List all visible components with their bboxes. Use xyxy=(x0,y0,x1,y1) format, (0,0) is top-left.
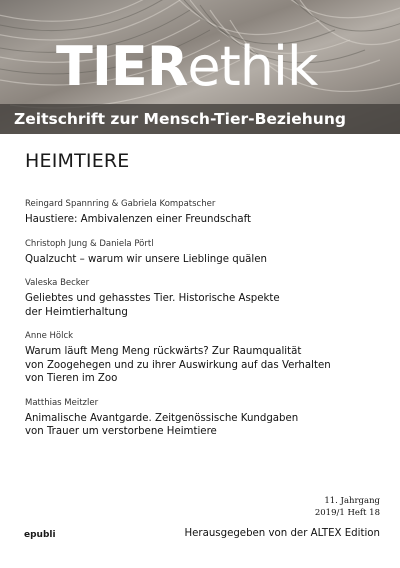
toc-entry xyxy=(25,330,385,386)
issue-volume: 11. Jahrgang xyxy=(324,496,380,506)
journal-title-light: ethik xyxy=(187,35,318,98)
toc-title-line: Haustiere: Ambivalenzen einer Freundschaft xyxy=(25,214,251,225)
toc-title-line: Qualzucht – warum wir unsere Lieblinge quälen xyxy=(25,253,267,265)
toc-title-line: von Trauer um verstorbene Heimtiere xyxy=(25,426,217,437)
toc-title-line: von Zoogehegen und zu ihrer Auswirkung auf das Verhalten xyxy=(25,359,331,371)
toc-author: Matthias Meitzler xyxy=(25,397,99,408)
toc-entry xyxy=(25,277,385,319)
table-of-contents xyxy=(25,198,385,450)
issue-theme: HEIMTIERE xyxy=(25,150,130,172)
journal-title-bold: TIER xyxy=(56,35,188,98)
toc-title-line: Geliebtes und gehasstes Tier. Historische Aspekte xyxy=(25,293,280,304)
toc-author: Reingard Spannring & Gabriela Kompatscher xyxy=(25,199,216,209)
toc-article-title xyxy=(25,345,385,386)
toc-article-title xyxy=(25,253,385,267)
toc-title-line: von Tieren im Zoo xyxy=(25,373,118,384)
masthead xyxy=(0,0,400,134)
toc-entry xyxy=(25,238,385,267)
toc-author: Valeska Becker xyxy=(25,278,90,288)
issue-number: 2019/1 Heft 18 xyxy=(314,508,380,518)
toc-article-title xyxy=(25,412,385,439)
toc-article-title xyxy=(25,213,385,227)
toc-entry xyxy=(25,198,385,227)
publisher-logo: epubli xyxy=(24,530,56,540)
toc-title-line: der Heimtierhaltung xyxy=(25,306,128,318)
editor-line: Herausgegeben von der ALTEX Edition xyxy=(184,528,380,539)
subtitle-band xyxy=(0,104,400,134)
toc-title-line: Animalische Avantgarde. Zeitgenössische Kundgaben xyxy=(25,412,299,424)
journal-subtitle: Zeitschrift zur Mensch-Tier-Beziehung xyxy=(14,110,346,128)
toc-author: Christoph Jung & Daniela Pörtl xyxy=(25,238,154,249)
toc-title-line: Warum läuft Meng Meng rückwärts? Zur Raumqualität xyxy=(25,346,302,357)
issue-info xyxy=(315,495,380,519)
toc-article-title xyxy=(25,292,385,319)
toc-author: Anne Hölck xyxy=(25,331,74,341)
journal-title xyxy=(56,30,317,104)
toc-entry xyxy=(25,397,385,439)
